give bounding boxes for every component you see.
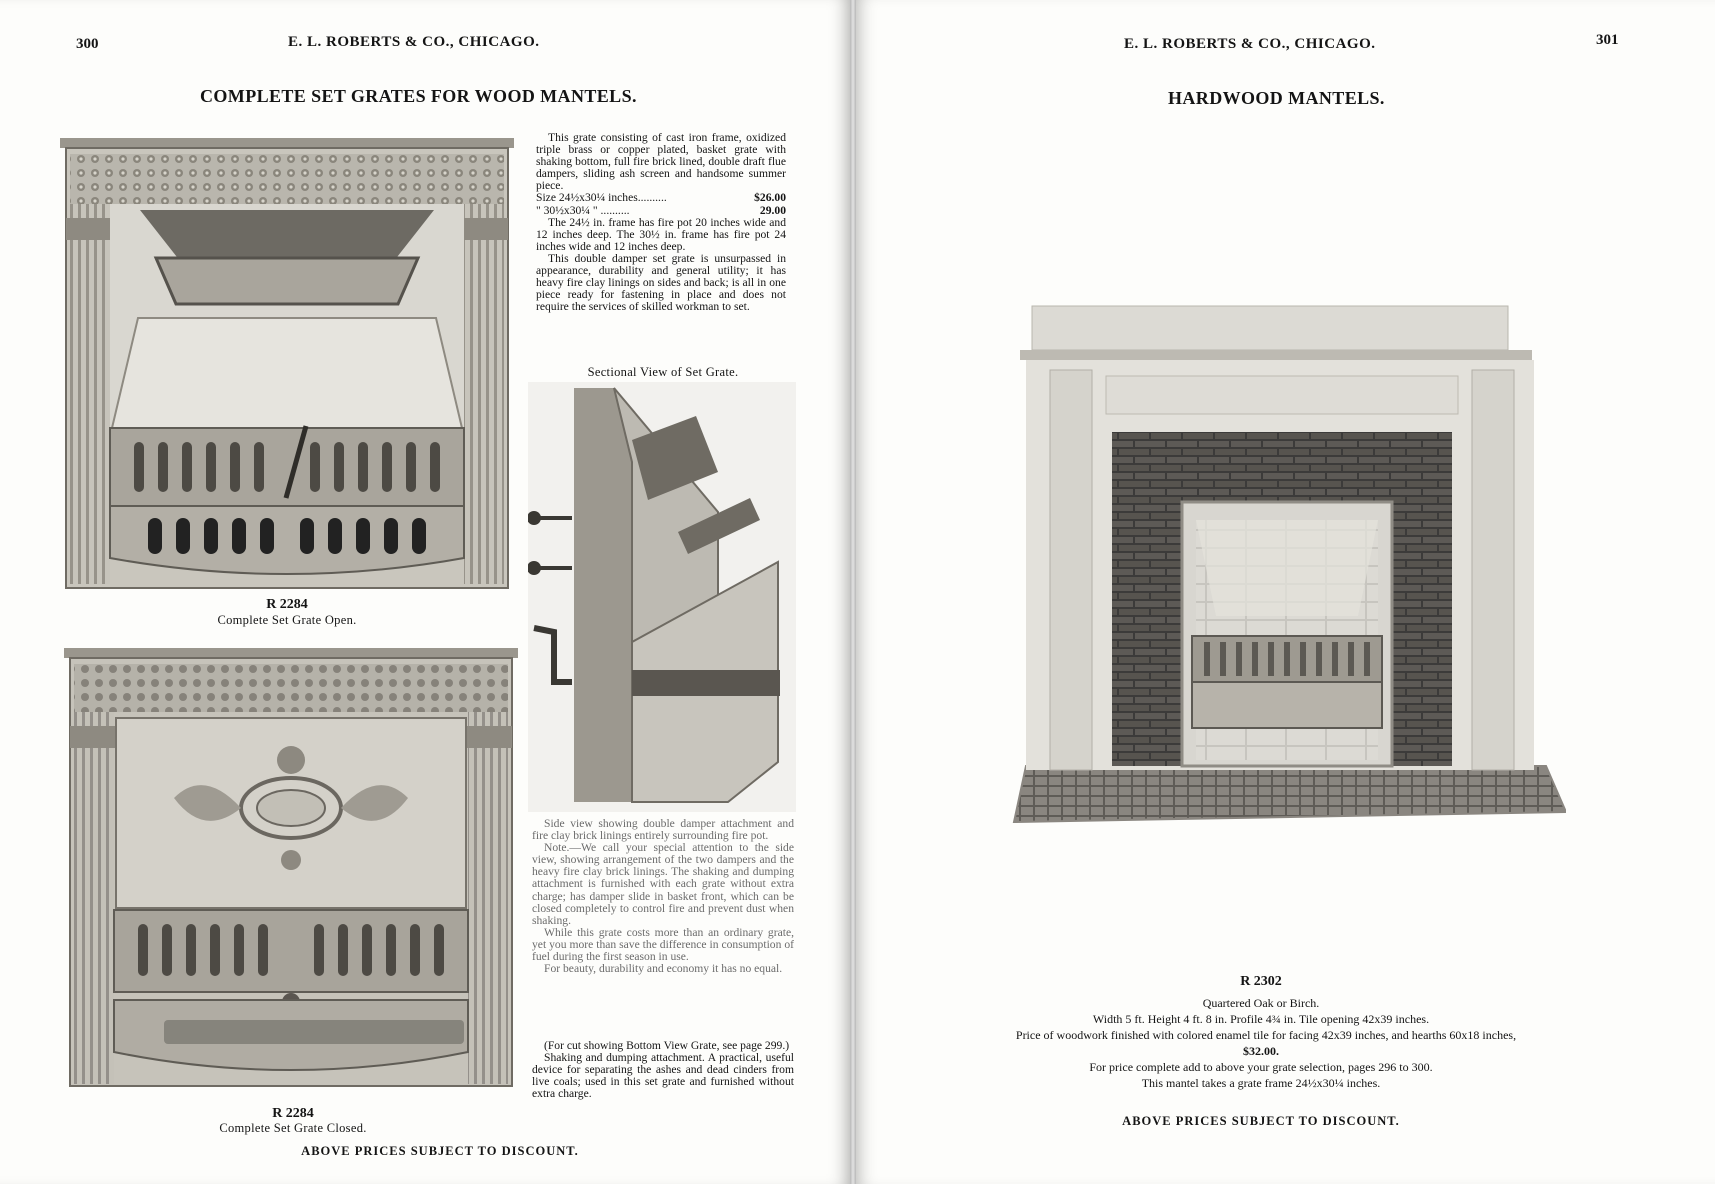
shaking-block	[532, 1040, 794, 1100]
notes-block	[532, 818, 794, 975]
shaking-text: Shaking and dumping attachment. A practical, useful device for separating the ashes and dead cinders from live coals; used in this set grate and furnished without extra charge.	[532, 1051, 794, 1101]
running-head: E. L. ROBERTS & CO., CHICAGO.	[1124, 36, 1376, 52]
page-title: HARDWOOD MANTELS.	[1168, 88, 1385, 108]
mantel-dimensions: Width 5 ft. Height 4 ft. 8 in. Profile 4¾ in. Tile opening 42x39 inches.	[1092, 1012, 1430, 1026]
mantel-model: R 2302	[1240, 974, 1282, 989]
mantel-price: $32.00.	[1243, 1044, 1279, 1058]
running-head: E. L. ROBERTS & CO., CHICAGO.	[288, 34, 540, 50]
sectional-view-caption: Sectional View of Set Grate.	[587, 365, 739, 379]
side-view-text: Side view showing double damper attachment and fire clay brick linings entirely surrounding fire pot.	[532, 817, 794, 843]
note-text: Note.—We call your special attention to the side view, showing arrangement of the two dampers and the heavy fire clay brick linings. The shaking and dumping attachment is furnished with each grate without extra charge; has damper slide in basket front, which can be closed completely to control fire and prevent dust when shaking.	[532, 841, 794, 927]
discount-note: ABOVE PRICES SUBJECT TO DISCOUNT.	[301, 1144, 579, 1158]
grate-closed-model: R 2284	[272, 1106, 314, 1121]
mantel-image	[1006, 296, 1566, 832]
mantel-complete-note: For price complete add to above your grate selection, pages 296 to 300.	[1089, 1060, 1433, 1074]
right-page	[856, 0, 1715, 1184]
bottom-view-text: (For cut showing Bottom View Grate, see page 299.)	[544, 1039, 790, 1052]
price-row-1	[536, 192, 786, 204]
price-1-value: $26.00	[754, 191, 786, 205]
grate-closed-caption: Complete Set Grate Closed.	[219, 1121, 367, 1135]
page-title: COMPLETE SET GRATES FOR WOOD MANTELS.	[200, 86, 637, 106]
description-damper: This double damper set grate is unsurpassed in appearance, durability and general utility; it has heavy fire clay linings on sides and back; is all in one piece ready for fastening in place and does not require the services of skilled workman to set.	[536, 251, 786, 314]
grate-open-model: R 2284	[266, 597, 308, 612]
page-number: 300	[76, 36, 99, 52]
mantel-price-line: Price of woodwork finished with colored enamel tile for facing 42x39 inches, and hearths 60x18 inches,	[1015, 1028, 1517, 1042]
description-intro: This grate consisting of cast iron frame, oxidized triple brass or copper plated, basket grate with shaking bottom, full fire brick lined, double draft flue dampers, sliding ash screen and handsome summer piece.	[536, 131, 786, 193]
price-1-label: Size 24½x30¼ inches..........	[536, 191, 667, 205]
grate-open-image	[60, 138, 514, 590]
page-number: 301	[1596, 32, 1619, 48]
mantel-wood: Quartered Oak or Birch.	[1202, 996, 1320, 1010]
mantel-grate-frame: This mantel takes a grate frame 24½x30¼ inches.	[1141, 1076, 1381, 1090]
price-2-label: " 30½x30¼ " ..........	[536, 203, 630, 217]
price-row-2	[536, 205, 786, 217]
discount-note: ABOVE PRICES SUBJECT TO DISCOUNT.	[1122, 1114, 1400, 1128]
cost-text: While this grate costs more than an ordinary grate, yet you more than save the difference in consumption of fuel during the first season in use.	[532, 925, 794, 964]
description-sizes: The 24½ in. frame has fire pot 20 inches wide and 12 inches deep. The 30½ in. frame has fire pot 24 inches wide and 12 inches deep.	[536, 215, 786, 253]
left-page	[0, 0, 850, 1184]
sectional-view-image	[528, 382, 796, 812]
beauty-text: For beauty, durability and economy it has no equal.	[544, 962, 783, 976]
price-2-value: 29.00	[759, 203, 786, 217]
grate-open-caption: Complete Set Grate Open.	[217, 613, 357, 627]
grate-description	[536, 132, 786, 313]
grate-closed-image	[64, 648, 518, 1088]
